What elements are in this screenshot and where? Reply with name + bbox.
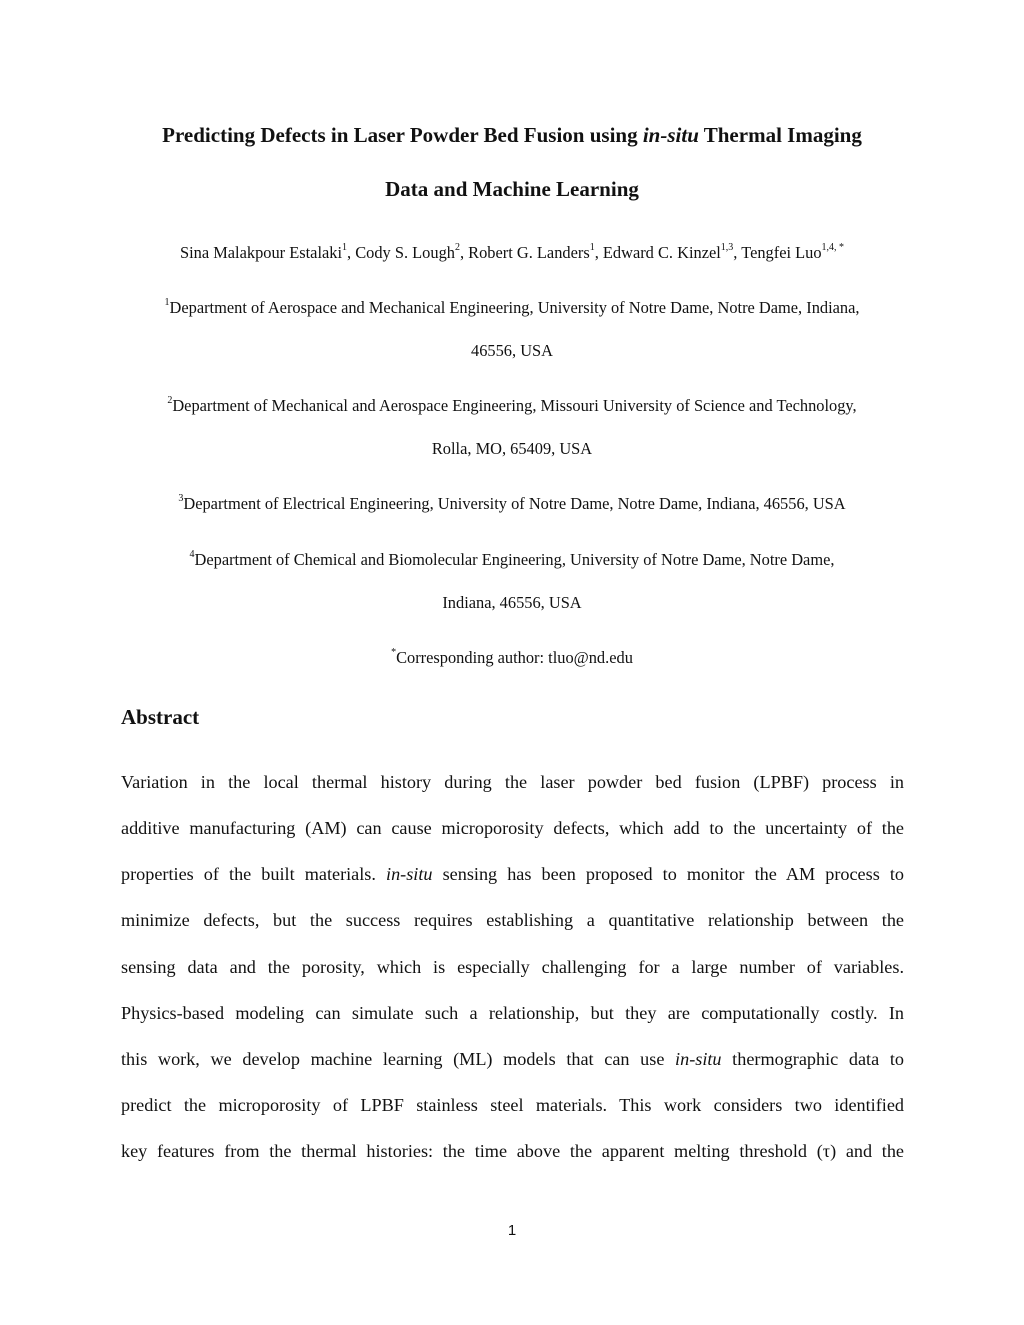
abstract-line: key features from the thermal histories: the time above the apparent melting threshold (τ) and the	[121, 1141, 904, 1161]
author-separator: ,	[733, 243, 742, 262]
abstract-line: predict the microporosity of LPBF stainless steel materials. This work considers two identified	[121, 1095, 904, 1115]
author-affiliation-mark: 1,4, *	[821, 241, 845, 253]
affiliation-1-line-2: 46556, USA	[471, 341, 553, 360]
affiliation-2-line-1	[100, 395, 924, 417]
corresponding-text: Corresponding author: tluo@nd.edu	[396, 648, 633, 667]
affiliation-1-line-1	[100, 297, 924, 319]
abstract-line: Physics-based modeling can simulate such a relationship, but they are computationally costly. In	[121, 1003, 904, 1023]
affiliation-mark: 2	[167, 394, 173, 406]
affiliation-4-line-1	[100, 549, 924, 571]
author-affiliation-mark: 1	[342, 241, 348, 253]
author-separator: ,	[459, 243, 469, 262]
corresponding-mark: *	[391, 646, 397, 658]
abstract-text: sensing has been proposed to monitor the AM process to	[432, 864, 904, 884]
abstract-heading: Abstract	[121, 705, 200, 729]
abstract-text: thermographic data to	[721, 1049, 904, 1069]
author-list	[100, 242, 924, 264]
author-name: Cody S. Lough	[355, 243, 455, 262]
affiliation-text: Department of Chemical and Biomolecular Engineering, University of Notre Dame, Notre Dame,	[194, 550, 835, 569]
author-affiliation-mark: 1	[589, 241, 595, 253]
affiliation-text: Department of Mechanical and Aerospace Engineering, Missouri University of Science and Technology,	[172, 396, 857, 415]
title-text-prefix: Predicting Defects in Laser Powder Bed Fusion using	[162, 123, 643, 147]
page-number: 1	[507, 1222, 517, 1239]
abstract-italic-in-situ: in-situ	[675, 1049, 722, 1069]
abstract-text: properties of the built materials.	[121, 864, 387, 884]
affiliation-mark: 4	[189, 548, 195, 560]
abstract-line: additive manufacturing (AM) can cause microporosity defects, which add to the uncertainty of the	[121, 818, 904, 838]
affiliation-3	[100, 493, 924, 515]
affiliation-2-line-2: Rolla, MO, 65409, USA	[431, 439, 593, 458]
title-italic-in-situ: in-situ	[642, 123, 699, 147]
affiliation-mark: 1	[164, 296, 170, 308]
abstract-line	[121, 862, 904, 886]
affiliation-4-line-2: Indiana, 46556, USA	[442, 593, 582, 612]
author-name: Robert G. Landers	[468, 243, 590, 262]
paper-title-line-2: Data and Machine Learning	[385, 177, 639, 201]
abstract-line: sensing data and the porosity, which is especially challenging for a large number of variables.	[121, 957, 904, 977]
author-name: Sina Malakpour Estalaki	[179, 243, 343, 262]
corresponding-author	[100, 647, 924, 669]
affiliation-text: Department of Electrical Engineering, University of Notre Dame, Notre Dame, Indiana, 46556, USA	[183, 494, 846, 513]
affiliation-text: Department of Aerospace and Mechanical Engineering, University of Notre Dame, Notre Dame, Indiana,	[169, 298, 860, 317]
affiliation-mark: 3	[178, 492, 184, 504]
author-affiliation-mark: 1,3	[720, 241, 734, 253]
author-separator: ,	[594, 243, 603, 262]
author-name: Edward C. Kinzel	[602, 243, 721, 262]
abstract-line: minimize defects, but the success requires establishing a quantitative relationship between the	[121, 910, 904, 930]
paper-title-line-1	[100, 123, 924, 147]
abstract-text: this work, we develop machine learning (ML) models that can use	[121, 1049, 676, 1069]
abstract-italic-in-situ: in-situ	[386, 864, 433, 884]
abstract-line: Variation in the local thermal history during the laser powder bed fusion (LPBF) process in	[121, 772, 904, 792]
abstract-line	[121, 1047, 904, 1071]
author-separator: ,	[347, 243, 356, 262]
author-name: Tengfei Luo	[741, 243, 822, 262]
title-text-suffix: Thermal Imaging	[698, 123, 862, 147]
author-affiliation-mark: 2	[454, 241, 460, 253]
